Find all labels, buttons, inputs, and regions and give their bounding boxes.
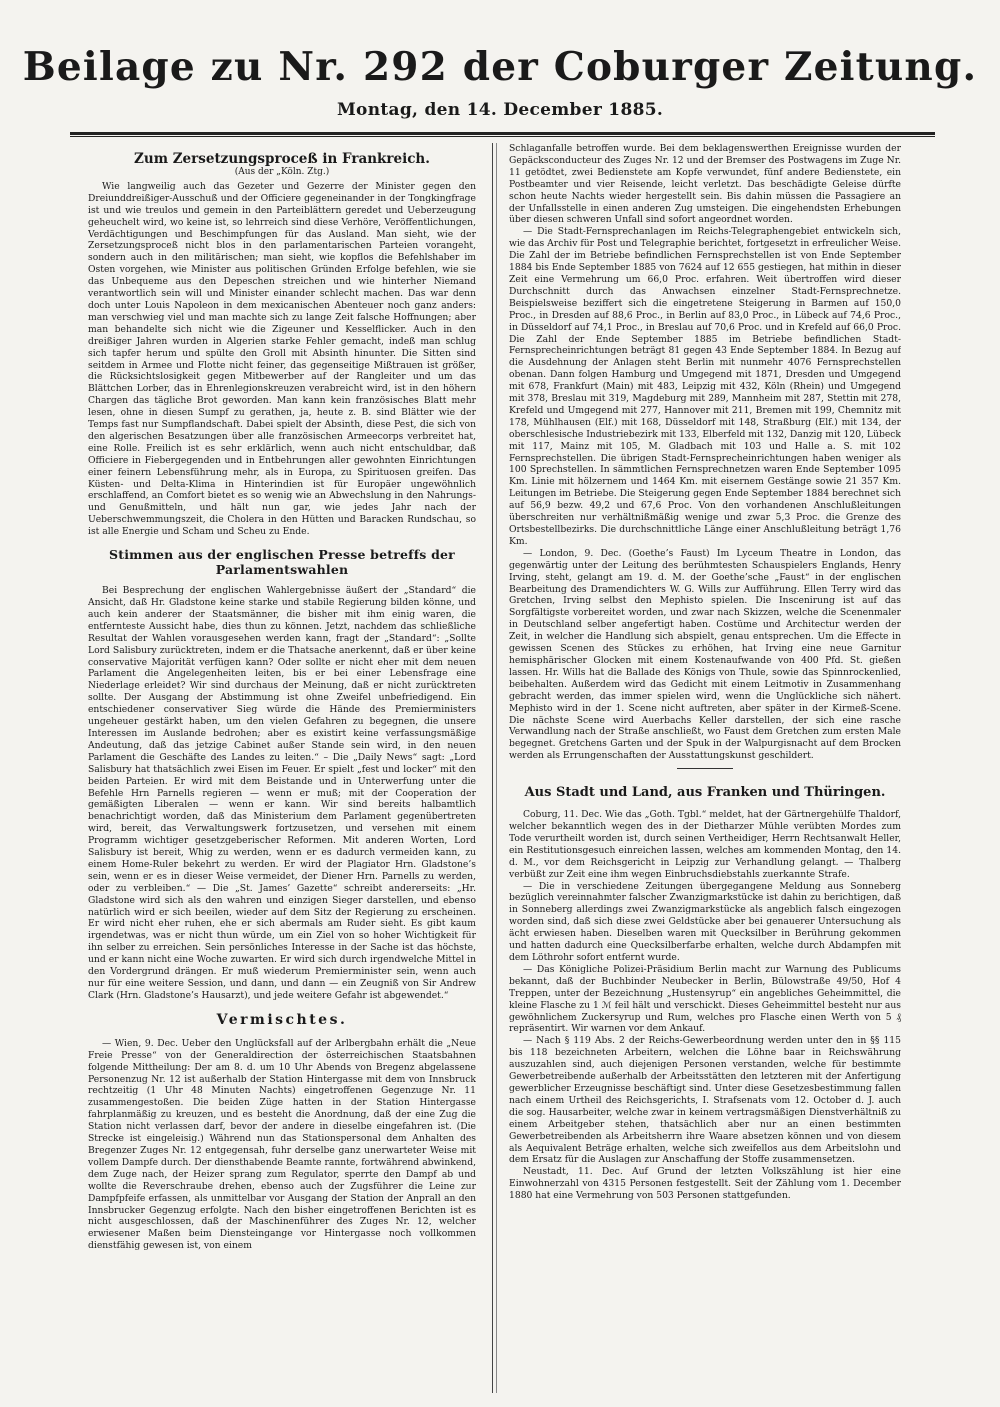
masthead-rule-thin (70, 136, 935, 137)
article-heading-england: Stimmen aus der englischen Presse betreffs der Parlamentswahlen (109, 547, 455, 578)
article-body-accident-cont: Schlaganfalle betroffen wurde. Bei dem beklagenswerthen Ereignisse wurden der Gepäcksconducteur des Zuges Nr. 12 und der Bremser des Postwagens im Zuge Nr. 11 getödtet, zwei Bedienstete am Kopfe verwundet, fünf andere Bedienstete, ein Postbeamter und vier Reisende, leicht verletzt. Das beschädigte Geleise dürfte schon heute Nachts wieder hergestellt sein. Bis dahin müssen die Passagiere an der Unfallsstelle in einen anderen Zug umsteigen. Die eingehendsten Erhebungen über diesen schweren Unfall sind sofort angeordnet worden. (509, 143, 901, 226)
article-body-misc: — Wien, 9. Dec. Ueber den Unglücksfall auf der Arlbergbahn erhält die „Neue Freie Presse“ von der Generaldirection der österreichischen Staatsbahnen folgende Mittheilung: Der am 8. d. um 10 Uhr Abends von Bregenz abgelassene Personenzug Nr. 12 ist außerhalb der Station Hintergasse mit dem von Innsbruck rechtzeitig (1 Uhr 48 Minuten Nachts) eingetroffenen Gegenzuge Nr. 11 zusammengestoßen. Die beiden Züge hatten in der Station Hintergasse fahrplanmäßig zu kreuzen, und es besteht die Anordnung, daß der eine Zug die Station nicht verlassen darf, bevor der andere in dieselbe eingefahren ist. (Die Strecke ist eingeleisig.) Während nun das Stationspersonal dem Anhalten des Bregenzer Zuges Nr. 12 entgegensah, fuhr derselbe ganz unerwarteter Weise mit vollem Dampfe durch. Der diensthabende Beamte rannte, fortwährend abwinkend, dem Zuge nach, der Heizer sprang zum Regulator, sperrte den Dampf ab und wollte die Reverschraube drehen, ebenso auch der Zugsführer die Leine zur Dampfpfeife erfassen, als unmittelbar vor Ausgang der Station der Anprall an den Innsbrucker Gegenzug erfolgte. Nach den bisher eingetroffenen Berichten ist es nicht ausgeschlossen, daß der Maschinenführer des Zuges Nr. 12, welcher erwiesener Maßen beim Diensteingange vor Hintergasse noch vollkommen dienstfähig gewesen ist, von einem (88, 1037, 476, 1252)
masthead-date: Montag, den 14. December 1885. (336, 100, 664, 120)
article-heading-regional: Aus Stadt und Land, aus Franken und Thüringen. (524, 785, 886, 801)
article-body-england: Bei Besprechung der englischen Wahlergebnisse äußert der „Standard“ die Ansicht, daß Hr. Gladstone keine starke und stabile Regierung bilden könne, und auch kein anderer der Staatsmänner, die bisher mit ihm einig waren, die entfernteste Aussicht habe, dies thun zu können. Jetzt, nachdem das schließliche Resultat der Wahlen vorausgesehen werden kann, fragt der „Standard“: „Sollte Lord Salisbury zurücktreten, indem er die Thatsache anerkennt, daß er über keine conservative Majorität verfügen kann? Oder sollte er nicht eher mit dem neuen Parlament die Angelegenheiten leiten, bis er bei einer Lebensfrage eine Niederlage erleidet? Wir sind durchaus der Meinung, daß er nicht zurücktreten sollte. Der Ausgang der Abstimmung ist ohne Zweifel unbefriedigend. Ein entschiedener conservativer Sieg würde die Hände des Premierministers ungeheuer gestärkt haben, um den vielen Gefahren zu begegnen, die unsere Interessen im Auslande bedrohen; aber es existirt keine verfassungsmäßige Andeutung, daß das jetzige Cabinet außer Stande sein wird, in den neuen Parlament die Geschäfte des Landes zu leiten.“ – Die „Daily News“ sagt: „Lord Salisbury hat thatsächlich zwei Eisen im Feuer. Er spielt „fest und locker“ mit den beiden Parteien. Er wird mit dem Beistande und in Unterwerfung unter die Befehle Hrn Parnells regieren — wenn er muß; mit der Cooperation der gemäßigten Liberalen — wenn er kann. Wir sind bereits halbamtlich benachrichtigt worden, daß das Ministerium dem Parlament gegenübertreten wird, bereit, das Verwaltungswerk fortzusetzen, und versehen mit einem Programm wichtiger gesetzgeberischer Reformen. Mit anderen Worten, Lord Salisbury ist bereit, Whig zu werden, wenn er es dadurch vermeiden kann, zu einem Home-Ruler bekehrt zu werden. Er wird der Plagiator Hrn. Gladstone’s sein, wenn er es in dieser Weise vermeidet, der Diener Hrn. Parnells zu werden, oder zu verbleiben.“ — Die „St. James’ Gazette“ schreibt andererseits: „Hr. Gladstone wird sich als den wahren und einzigen Sieger darstellen, und ebenso natürlich wird er sich beeilen, wieder auf dem Sitz der Regierung zu erscheinen. Er wird nicht eher ruhen, ehe er sich abermals am Ruder sieht. Es gibt kaum irgendetwas, was er nicht thun würde, um ein Ziel von so hoher Wichtigkeit für ihn selber zu erreichen. Sein persönliches Interesse in der Sache ist das höchste, und er kann nicht eine Woche zuwarten. Er wird sich durch irgendwelche Mittel in den Vordergrund drängen. Er muß wiederum Premierminister sein, wenn auch nur für eine weitere Session, und dann, und dann — ein Zeugniß von Sir Andrew Clark (Hrn. Gladstone’s Hausarzt), und jede weitere Gefahr ist abgewendet.“ (88, 585, 476, 1001)
article-body-neustadt: Neustadt, 11. Dec. Auf Grund der letzten Volkszählung ist hier eine Einwohnerzahl von 4315 Personen festgestellt. Seit der Zählung vom 1. December 1880 hat eine Vermehrung von 503 Personen stattgefunden. (509, 1166, 901, 1202)
article-body-sonneberg: — Die in verschiedene Zeitungen übergegangene Meldung aus Sonneberg bezüglich vereinnahmter falscher Zwanzigmarkstücke ist dahin zu berichtigen, daß in Sonneberg allerdings zwei Zwanzigmarkstücke als angeblich falsch eingezogen worden sind, daß sich diese zwei Geldstücke aber bei genauerer Untersuchung als ächt erwiesen haben. Dieselben waren mit Quecksilber in Berührung gekommen und hatten dadurch eine Quecksilberfarbe erhalten, welche durch Abdampfen mit dem Löthrohr sofort entfernt wurde. (509, 880, 901, 963)
masthead-title: Beilage zu Nr. 292 der Coburger Zeitung. (22, 44, 978, 90)
article-body-telephone: — Die Stadt-Fernsprechanlagen im Reichs-Telegraphengebiet entwickeln sich, wie das Archiv für Post und Telegraphie berichtet, fortgesetzt in erfreulicher Weise. Die Zahl der im Betriebe befindlichen Fernsprechstellen ist von Ende September 1884 bis Ende September 1885 von 7624 auf 12 655 gestiegen, hat mithin in dieser Zeit eine Vermehrung um 66,0 Proc. erfahren. Weit übertroffen wird dieser Durchschnitt durch das Anwachsen einzelner Stadt-Fernsprechnetze. Beispielsweise beziffert sich die eingetretene Steigerung in Barmen auf 150,0 Proc., in Dresden auf 88,6 Proc., in Berlin auf 83,0 Proc., in Lübeck auf 74,6 Proc., in Düsseldorf auf 74,1 Proc., in Breslau auf 70,6 Proc. und in Krefeld auf 66,0 Proc. Die Zahl der Ende September 1885 im Betriebe befindlichen Stadt-Fernsprecheinrichtungen beträgt 81 gegen 43 Ende September 1884. In Bezug auf die Ausdehnung der Anlagen steht Berlin mit nunmehr 4076 Fernsprechstellen obenan. Dann folgen Hamburg und Umgegend mit 1871, Dresden und Umgegend mit 678, Frankfurt (Main) mit 483, Leipzig mit 432, Köln (Rhein) und Umgegend mit 378, Breslau mit 319, Magdeburg mit 289, Mannheim mit 287, Stettin mit 278, Krefeld und Umgegend mit 277, Hannover mit 211, Bremen mit 199, Chemnitz mit 178, Mühlhausen (Elf.) mit 168, Düsseldorf mit 148, Straßburg (Elf.) mit 134, der oberschlesische Industriebezirk mit 133, Elberfeld mit 132, Danzig mit 120, Lübeck mit 117, Mainz mit 105, M. Gladbach mit 103 und Halle a. S. mit 102 Fernsprechstellen. Die übrigen Stadt-Fernsprecheinrichtungen haben weniger als 100 Sprechstellen. In sämmtlichen Fernsprechnetzen waren Ende September 1095 Km. Linie mit hölzernem und 1464 Km. mit eisernem Gestänge sowie 21 357 Km. Leitungen im Betriebe. Die Steigerung gegen Ende September 1884 berechnet sich auf 56,9 bezw. 49,2 und 67,6 Proc. Von den vorhandenen Anschlußleitungen überschreiten nur verhältnißmäßig wenige und zwar 5,3 Proc. die Grenze des Ortsbestellbezirks. Die durchschnittliche Länge einer Anschlußleitung beträgt 1,76 Km. (509, 226, 901, 547)
article-source: (Aus der „Köln. Ztg.) (234, 167, 330, 177)
article-body-coburg: Coburg, 11. Dec. Wie das „Goth. Tgbl.“ meldet, hat der Gärtnergehülfe Thaldorf, welcher bekanntlich wegen des in der Dietharzer Mühle verübten Mordes zum Tode verurtheilt worden ist, durch seinen Vertheidiger, Herrn Rechtsanwalt Heller, ein Restitutionsgesuch einreichen lassen, welches am kommenden Montag, den 14. d. M., vor dem Reichsgericht in Leipzig zur Verhandlung gelangt. — Thalberg verbüßt zur Zeit eine ihm wegen Einbruchsdiebstahls zuerkannte Strafe. (509, 809, 901, 880)
article-heading-france: Zum Zersetzungsproceß in Frankreich. (134, 151, 430, 167)
article-body-london-faust: — London, 9. Dec. (Goethe’s Faust) Im Lyceum Theatre in London, das gegenwärtig unter der Leitung des berühmtesten Schauspielers Englands, Henry Irving, steht, gelangt am 19. d. M. der Goethe’sche „Faust“ in der englischen Bearbeitung des Dramendichters W. G. Wills zur Aufführung. Ellen Terry wird das Gretchen, Irving selbst den Mephisto spielen. Die Inscenirung ist auf das Sorgfältigste vorbereitet worden, und zwar nach Skizzen, welche die Scenenmaler in Deutschland selber angefertigt haben. Costüme und Architectur werden der Zeit, in welcher die Handlung sich abspielt, genau entsprechen. Um die Effecte in gewissen Scenen des Stückes zu erhöhen, hat Irving eine neue Garnitur hemisphärischer Glocken mit einem Kostenaufwande von 400 Pfd. St. gießen lassen. Hr. Wills hat die Ballade des Königs von Thule, sowie das Spinnrockenlied, beibehalten. Außerdem wird das Gedicht mit einem Leitmotiv in Zusammenhang gebracht werden, das immer spielen wird, wenn die Unglückliche sich nähert. Mephisto wird in der 1. Scene nicht auftreten, aber später in der Kirmeß-Scene. Die nächste Scene wird Auerbachs Keller darstellen, der sich eine rasche Verwandlung nach der Straße anschließt, wo Faust dem Gretchen zum ersten Male begegnet. Gretchens Garten und der Spuk in der Walpurgisnacht auf dem Brocken werden als Errungenschaften der Ausstattungskunst geschildert. (509, 547, 901, 762)
column-divider-inner (496, 143, 497, 1393)
left-column (88, 143, 476, 1393)
right-column (509, 143, 901, 1393)
section-divider (677, 768, 733, 769)
article-body-berlin-warning: — Das Königliche Polizei-Präsidium Berlin macht zur Warnung des Publicums bekannt, daß der Buchbinder Neubecker in Berlin, Bülowstraße 49/50, Hof 4 Treppen, unter der Bezeichnung „Hustensyrup“ ein angebliches Geheimmittel, die kleine Flasche zu 1 ℳ feil hält und verschickt. Dieses Geheimmittel besteht nur aus gewöhnlichem Zuckersyrup und Rum, welches pro Flasche einen Werth von 5 ₰ repräsentirt. Wir warnen vor dem Ankauf. (509, 963, 901, 1035)
masthead (0, 44, 1000, 120)
article-body-gewerbeordnung: — Nach § 119 Abs. 2 der Reichs-Gewerbeordnung werden unter den in §§ 115 bis 118 bezeichneten Arbeitern, welchen die Löhne baar in Reichswährung auszuzahlen sind, auch diejenigen Personen verstanden, welche für bestimmte Gewerbetreibende außerhalb der Arbeitsstätten den letzteren mit der Anfertigung gewerblicher Erzeugnisse beschäftigt sind. Unter diese Gesetzesbestimmung fallen nach einem Urtheil des Reichsgerichts, I. Strafsenats vom 12. October d. J. auch die sog. Hausarbeiter, welche zwar in keinem vertragsmäßigen Dienstverhältniß zu einem Arbeitgeber stehen, thatsächlich aber nur an einen bestimmten Gewerbetreibenden als Arbeitsherrn ihre Waare absetzen können und von diesem als Aequivalent Beträge erhalten, welche sich zweifellos aus dem Arbeitslohn und dem Ersatz für die Auslagen zur Anschaffung der Stoffe zusammensetzen. (509, 1035, 901, 1166)
masthead-rule-thick (70, 132, 935, 135)
column-divider (492, 143, 493, 1393)
article-heading-misc: Vermischtes. (216, 1011, 348, 1028)
article-body-france: Wie langweilig auch das Gezeter und Gezerre der Minister gegen den Dreiunddreißiger-Ausschuß und der Officiere gegeneinander in der Tongkingfrage ist und wie treulos und gemein in den Parteiblättern geredet und Ueberzeugung geheuchelt wird, wo keine ist, so lehrreich sind diese Verhöre, Veröffentlichungen, Verdächtigungen und Beschimpfungen für das Ausland. Man sieht, wie der Zersetzungsproceß nicht blos in den parlamentarischen Parteien vorangeht, sondern auch in den militärischen; man sieht, wie kopflos die Befehlshaber im Osten vorgehen, wie Minister aus politischen Gründen Erfolge befehlen, wie sie das Unbequeme aus den Depeschen streichen und wie hinterher Niemand verantwortlich sein will und Minister einander schlecht machen. Das war denn doch unter Louis Napoleon in dem mexicanischen Abenteuer noch ganz anders: man verschwieg viel und man machte sich zu lange Zeit falsche Hoffnungen; aber man behandelte sich nicht wie die Zigeuner und Kesselflicker. Auch in den dreißiger Jahren wurden in Algerien starke Fehler gemacht, indeß man schlug sich tapfer herum und spülte den Groll mit Absinth hinunter. Die Sitten sind seitdem in Armee und Flotte nicht feiner, das gegenseitige Mißtrauen ist größer, die Rücksichtslosigkeit gegen Mitbewerber auf der Rangleiter und um das Blättchen Lorber, das in Ehrenlegionskreuzen verabreicht wird, ist in den höhern Chargen das tägliche Brot geworden. Man kann kein französisches Blatt mehr lesen, ohne in diesen Sumpf zu gerathen, ja, heute z. B. sind Blätter wie der Temps fast nur Sumpflandschaft. Dabei spielt der Absinth, diese Pest, die sich von den algerischen Besatzungen über alle französischen Armeecorps verbreitet hat, eine Rolle. Freilich ist es sehr erklärlich, wenn auch nicht entschuldbar, daß Officiere in Fiebergegenden und in Entbehrungen aller gewohnten Einrichtungen einer feinern Lebensführung mehr, als in Europa, zu Spirituosen greifen. Das Küsten- und Delta-Klima in Hinterindien ist für Europäer ungewöhnlich erschlaffend, an Comfort bietet es so wenig wie an Abwechslung in den Nahrungs- und Genußmitteln, und hält nun gar, wie jedes Jahr nach der Ueberschwemmungszeit, die Cholera in den Hütten und Baracken Rundschau, so ist alle Energie und Scham und Scheu zu Ende. (88, 180, 476, 538)
